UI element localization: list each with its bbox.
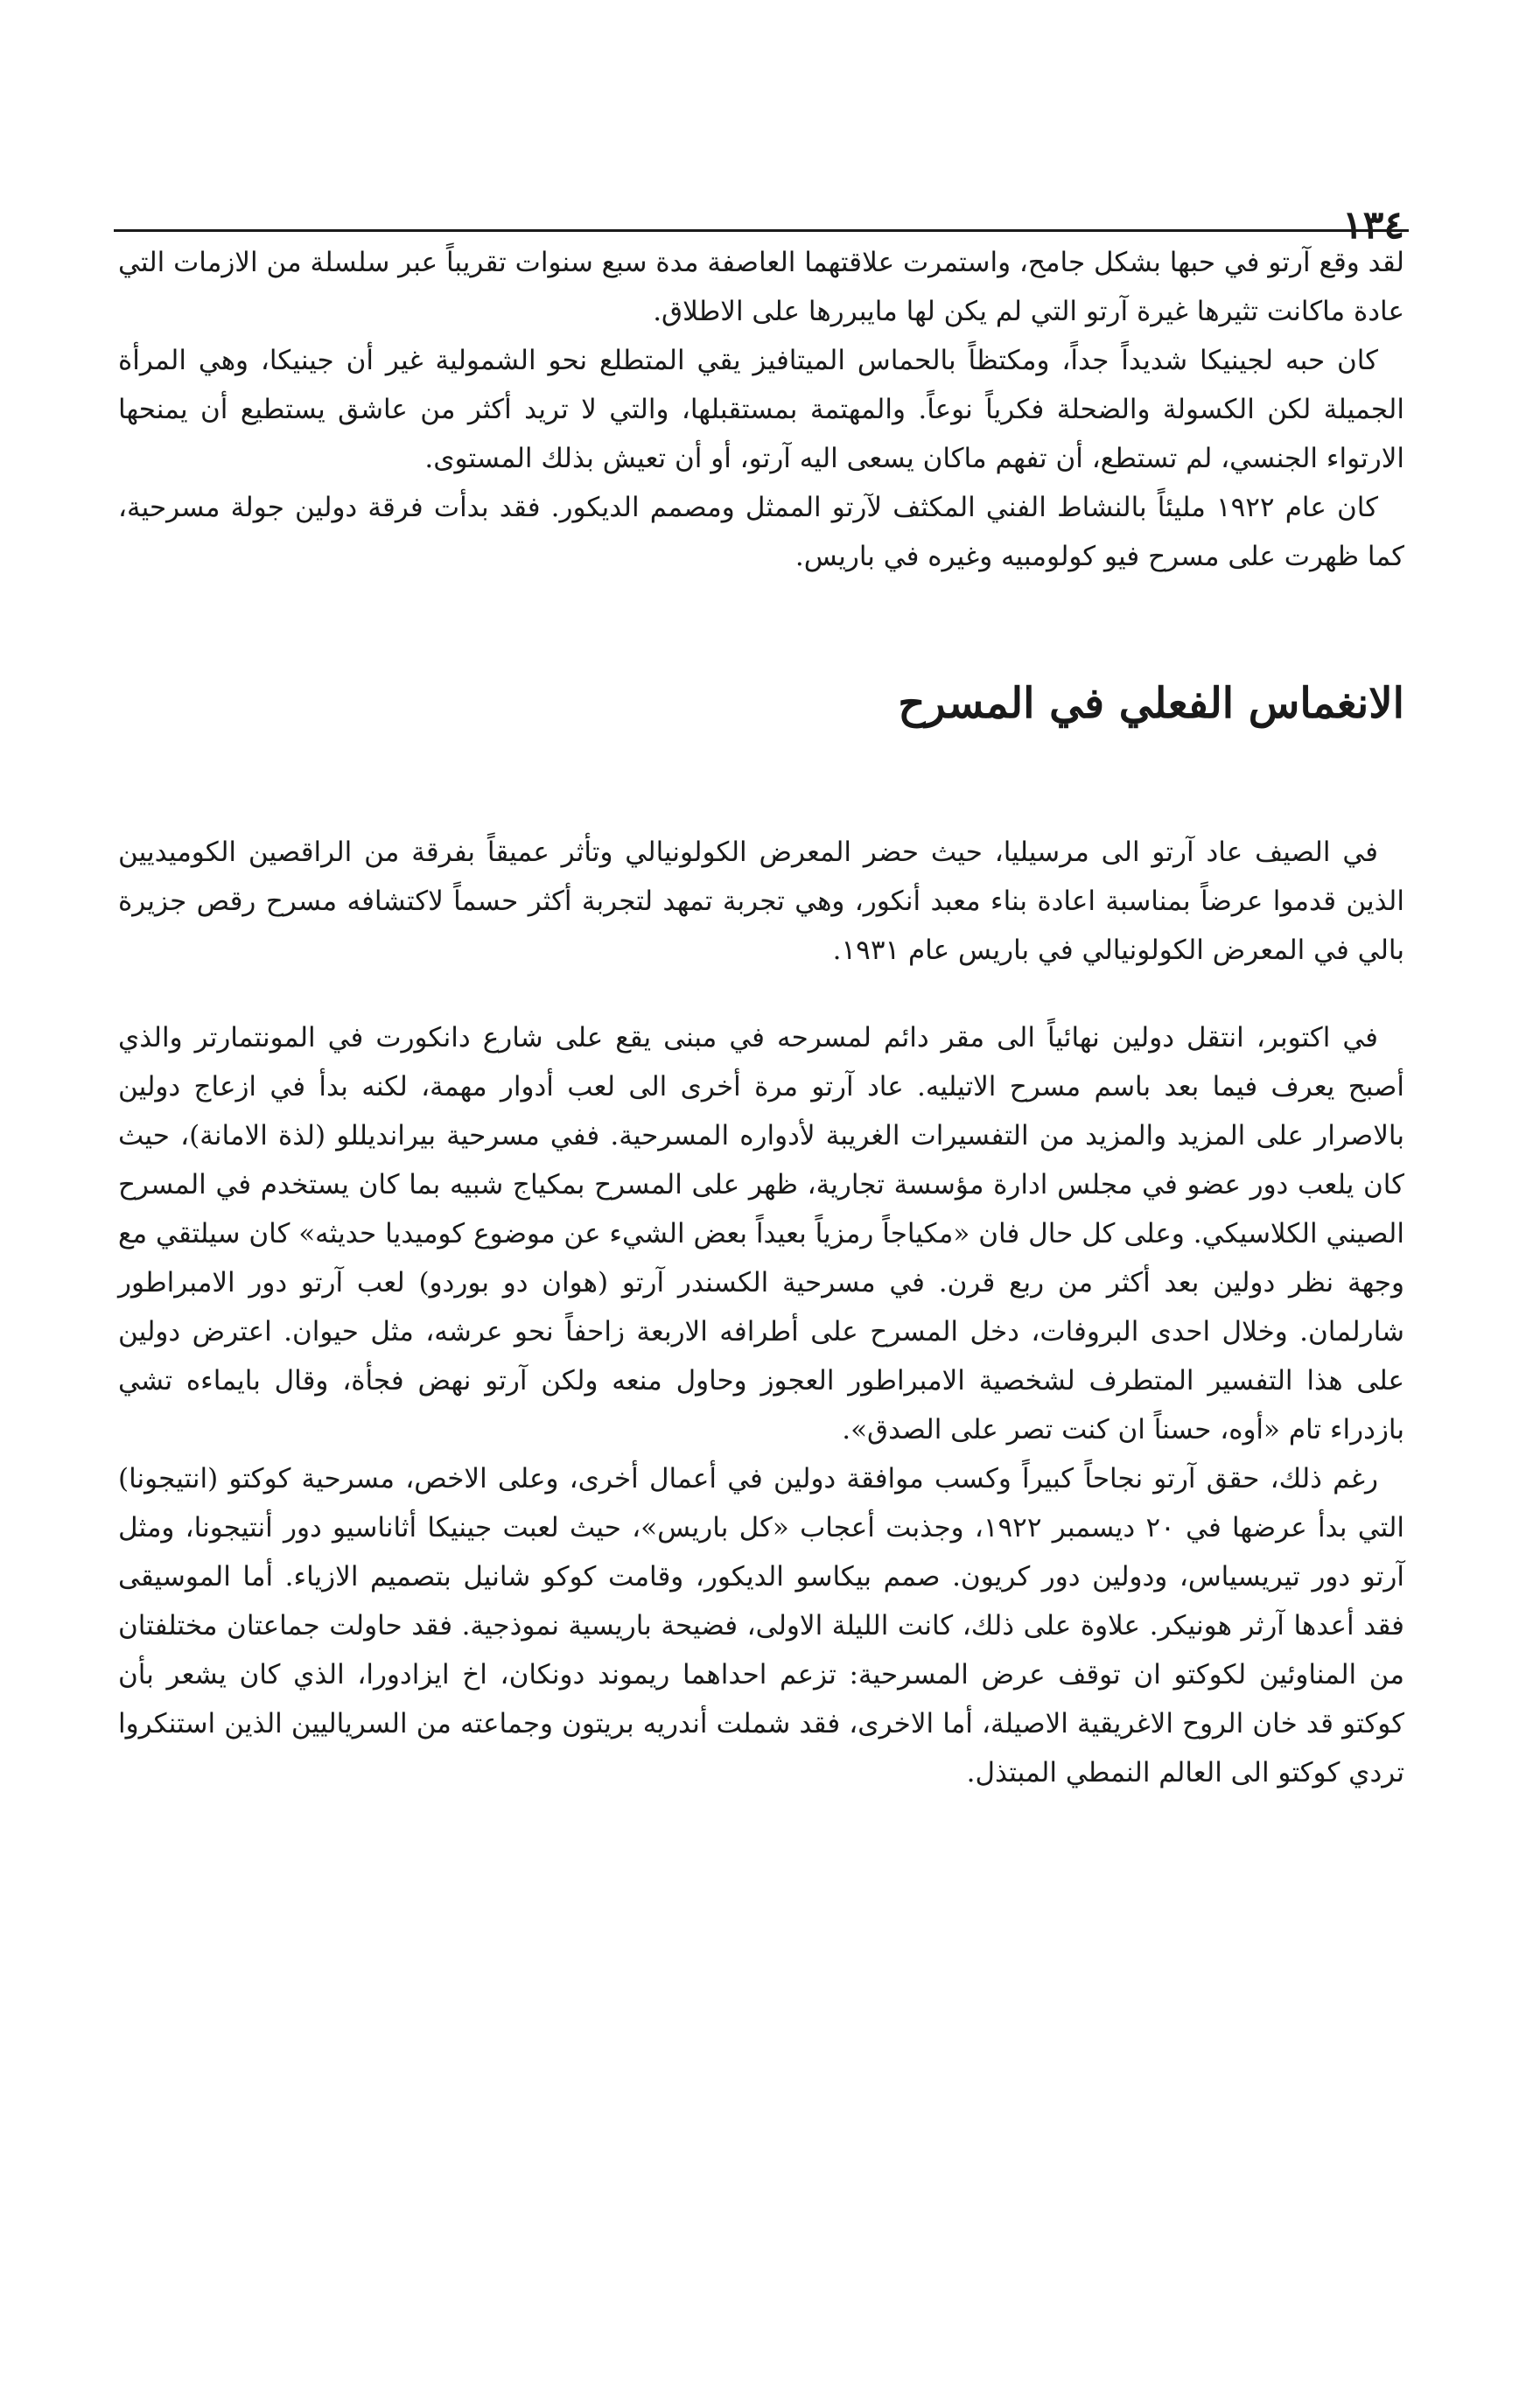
- header-rule: [114, 229, 1409, 232]
- paragraph-5: في اكتوبر، انتقل دولين نهائياً الى مقر دائم لمسرحه في مبنى يقع على شارع دانكورت في المونتمارتر والذي أصبح يعرف فيما بعد باسم مسرح الاتيليه. عاد آرتو مرة أخرى الى لعب أدوار مهمة، لكنه بدأ في ازعاج دولين بالاصرار على المزيد والمزيد من التفسيرات الغريبة لأدواره المسرحية. ففي مسرحية بيرانديللو (لذة الامانة)، حيث كان يلعب دور عضو في مجلس ادارة مؤسسة تجارية، ظهر على المسرح بمكياج شبيه بما كان يستخدم في المسرح الصيني الكلاسيكي. وعلى كل حال فان «مكياجاً رمزياً بعيداً بعض الشيء عن موضوع كوميديا حديثه» كان سيلتقي مع وجهة نظر دولين بعد أكثر من ربع قرن. في مسرحية الكسندر آرتو (هوان دو بوردو) لعب آرتو دور الامبراطور شارلمان. وخلال احدى البروفات، دخل المسرح على أطرافه الاربعة زاحفاً نحو عرشه، مثل حيوان. اعترض دولين على هذا التفسير المتطرف لشخصية الامبراطور العجوز وحاول منعه ولكن آرتو نهض فجأة، وقال بايماءه تشي بازدراء تام «أوه، حسناً ان كنت تصر على الصدق».: [118, 1022, 1404, 1446]
- paragraph-2: كان حبه لجينيكا شديداً جداً، ومكتظاً بالحماس الميتافيز يقي المتطلع نحو الشمولية غير أن جينيكا، وهي المرأة الجميلة لكن الكسولة والضحلة فكرياً نوعاً. والمهتمة بمستقبلها، والتي لا تريد أكثر من عاشق يستطيع أن يمنحها الارتواء الجنسي، لم تستطع، أن تفهم ماكان يسعى اليه آرتو، أو أن تعيش بذلك المستوى.: [118, 345, 1404, 474]
- paragraph-1: لقد وقع آرتو في حبها بشكل جامح، واستمرت علاقتهما العاصفة مدة سبع سنوات تقريباً عبر سلسلة من الازمات التي عادة ماكانت تثيرها غيرة آرتو التي لم يكن لها مايبررها على الاطلاق.: [118, 247, 1404, 327]
- paragraph-3: كان عام ١٩٢٢ مليئاً بالنشاط الفني المكثف لآرتو الممثل ومصمم الديكور. فقد بدأت فرقة دولين جولة مسرحية، كما ظهرت على مسرح فيو كولومبيه وغيره في باريس.: [118, 492, 1404, 572]
- paragraph-4: في الصيف عاد آرتو الى مرسيليا، حيث حضر المعرض الكولونيالي وتأثر عميقاً بفرقة من الراقصين الكوميديين الذين قدموا عرضاً بمناسبة اعادة بناء معبد أنكور، وهي تجربة تمهد لتجربة أكثر حسماً لاكتشافه مسرح رقص جزيرة بالي في المعرض الكولونيالي في باريس عام ١٩٣١.: [118, 836, 1404, 966]
- section-heading: الانغماس الفعلي في المسرح: [898, 679, 1404, 728]
- page-body: [118, 238, 1404, 1797]
- paragraph-6: رغم ذلك، حقق آرتو نجاحاً كبيراً وكسب موافقة دولين في أعمال أخرى، وعلى الاخص، مسرحية كوكتو (انتيجونا) التي بدأ عرضها في ٢٠ ديسمبر ١٩٢٢، وجذبت أعجاب «كل باريس»، حيث لعبت جينيكا أثاناسيو دور أنتيجونا، ومثل آرتو دور تيريسياس، ودولين دور كريون. صمم بيكاسو الديكور، وقامت كوكو شانيل بتصميم الازياء. أما الموسيقى فقد أعدها آرثر هونيكر. علاوة على ذلك، كانت الليلة الاولى، فضيحة باريسية نموذجية. فقد حاولت جماعتان مختلفتان من المناوئين لكوكتو ان توقف عرض المسرحية: تزعم احداهما ريموند دونكان، اخ ايزادورا، الذي كان يشعر بأن كوكتو قد خان الروح الاغريقية الاصيلة، أما الاخرى، فقد شملت أندريه بريتون وجماعته من السرياليين الذين استنكروا تردي كوكتو الى العالم النمطي المبتذل.: [118, 1463, 1405, 1788]
- page-number: ١٣٤: [1342, 203, 1404, 248]
